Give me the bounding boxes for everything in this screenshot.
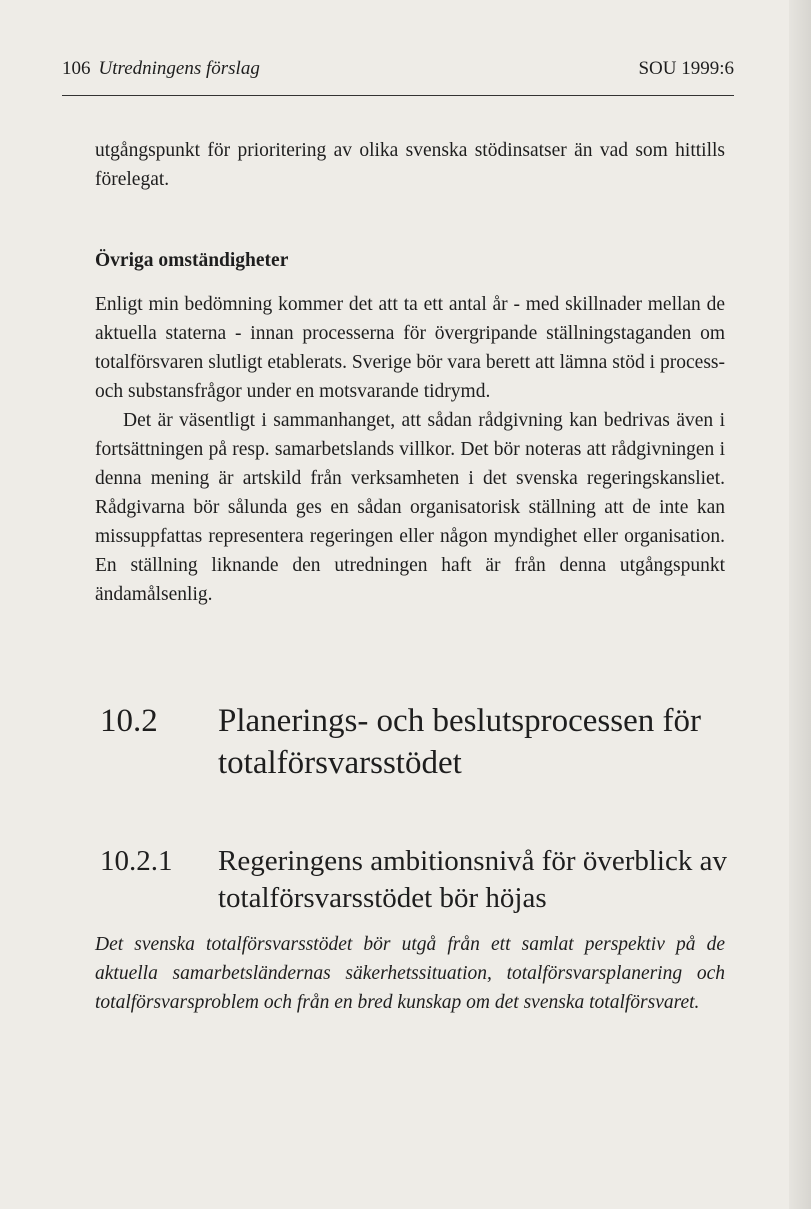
body-block bbox=[95, 290, 725, 609]
intro-block bbox=[95, 136, 725, 194]
section-number: 10.2 bbox=[100, 703, 158, 739]
intro-paragraph: utgångspunkt för prioritering av olika svenska stödinsatser än vad som hittills förelegat. bbox=[95, 140, 725, 190]
lead-text: Det svenska totalförsvarsstödet bör utgå från ett samlat perspektiv på de aktuella samarbetsländernas säkerhetssituation, totalförsvarsplanering och totalförsvarsproblem och från en bred kunskap om det svenska totalförsvaret. bbox=[95, 934, 725, 1013]
paragraph-2: Det är väsentligt i sammanhanget, att sådan rådgivning kan bedrivas även i fortsättningen på resp. samarbetslands villkor. Det bör noteras att rådgivningen i denna mening är artskild från verksamheten i det svenska regeringskansliet. Rådgivarna bör sålunda ges en sådan organisatorisk ställning att de inte kan missuppfattas representera regeringen eller någon myndighet eller organisation. En ställning liknande den utredningen haft är från denna utgångspunkt ändamålsenlig. bbox=[95, 410, 725, 605]
report-id: SOU 1999:6 bbox=[638, 58, 734, 79]
page-edge bbox=[789, 0, 811, 1209]
section-heading bbox=[100, 700, 740, 784]
subheading: Övriga omständigheter bbox=[95, 250, 289, 271]
header-rule bbox=[62, 95, 734, 96]
subsection-number: 10.2.1 bbox=[100, 845, 173, 877]
running-title: Utredningens förslag bbox=[98, 58, 260, 79]
running-header bbox=[62, 58, 734, 80]
subsection-heading bbox=[100, 843, 740, 917]
section-title: Planerings- och beslutsprocessen för totalförsvarsstödet bbox=[218, 703, 701, 781]
header-left bbox=[62, 58, 260, 80]
subsection-title: Regeringens ambitionsnivå för överblick av totalförsvarsstödet bör höjas bbox=[218, 845, 727, 914]
paragraph-1: Enligt min bedömning kommer det att ta ett antal år - med skillnader mellan de aktuella staterna - innan processerna för övergripande ställningstaganden om totalförsvaren slutligt etablerats. Sverige bör vara berett att lämna stöd i process- och substansfrågor under en motsvarande tidrymd. bbox=[95, 294, 725, 402]
page-number: 106 bbox=[62, 58, 91, 79]
